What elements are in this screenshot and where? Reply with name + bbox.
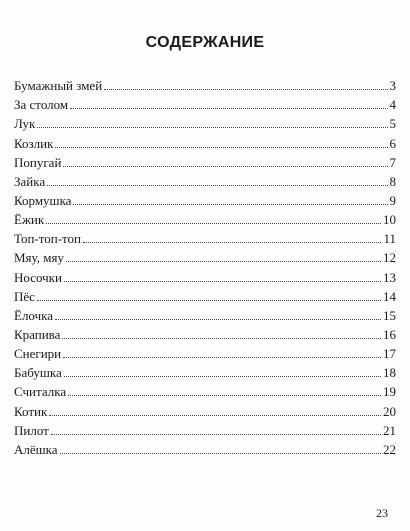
toc-entry-page: 18 [383,365,396,381]
toc-entry-title: За столом [14,97,69,113]
toc-entry-title: Попугай [14,154,62,170]
table-of-contents [14,74,396,457]
toc-entry [14,419,396,438]
toc-entry [14,246,396,265]
toc-entry [14,304,396,323]
dot-leader [51,434,381,435]
dot-leader [46,223,381,224]
toc-entry-title: Ёжик [14,212,45,228]
toc-entry-page: 12 [383,250,396,266]
dot-leader [68,395,381,396]
toc-entry-page: 9 [389,192,396,208]
toc-entry-page: 6 [389,135,396,151]
toc-entry-page: 8 [389,173,396,189]
toc-entry-page: 16 [383,326,396,342]
toc-entry-title: Кормушка [14,192,72,208]
dot-leader [63,166,387,167]
dot-leader [83,242,381,243]
dot-leader [49,415,381,416]
toc-entry-title: Считалка [14,384,67,400]
toc-entry-title: Крапива [14,326,61,342]
toc-entry-page: 20 [383,403,396,419]
dot-leader [62,338,381,339]
toc-entry [14,189,396,208]
toc-entry-title: Козлик [14,135,54,151]
page-title: СОДЕРЖАНИЕ [145,34,265,51]
toc-entry-title: Снегири [14,346,62,362]
toc-entry-page: 4 [389,97,396,113]
toc-entry-page: 19 [383,384,396,400]
toc-entry [14,112,396,131]
toc-entry-page: 22 [383,441,396,457]
toc-entry [14,93,396,112]
toc-entry [14,342,396,361]
toc-entry [14,285,396,304]
toc-entry-title: Пёс [14,288,35,304]
toc-entry-title: Котик [14,403,48,419]
page-number: 23 [376,506,388,520]
toc-entry-page: 14 [383,288,396,304]
dot-leader [63,357,381,358]
toc-entry [14,227,396,246]
toc-entry [14,151,396,170]
toc-entry-page: 17 [383,346,396,362]
dot-leader [64,281,381,282]
toc-entry [14,438,396,457]
toc-entry-page: 15 [383,307,396,323]
dot-leader [60,453,381,454]
toc-entry [14,361,396,380]
toc-entry [14,74,396,93]
toc-entry-title: Бабушка [14,365,62,381]
dot-leader [37,127,387,128]
toc-entry-page: 11 [383,231,396,247]
toc-entry-page: 13 [383,269,396,285]
dot-leader [55,147,387,148]
toc-entry [14,170,396,189]
toc-entry-page: 3 [389,78,396,94]
dot-leader [73,204,387,205]
dot-leader [47,185,387,186]
toc-entry [14,131,396,150]
toc-entry-title: Лук [14,116,36,132]
toc-entry-title: Зайка [14,173,46,189]
toc-entry-page: 21 [383,422,396,438]
toc-entry-title: Пилот [14,422,49,438]
toc-entry-title: Бумажный змей [14,78,103,94]
dot-leader [66,261,381,262]
dot-leader [37,300,381,301]
dot-leader [64,376,381,377]
toc-entry-page: 5 [389,116,396,132]
toc-entry [14,399,396,418]
toc-entry-title: Носочки [14,269,62,285]
dot-leader [55,319,381,320]
toc-entry-title: Ёлочка [14,307,54,323]
toc-entry [14,323,396,342]
dot-leader [104,89,387,90]
toc-entry [14,380,396,399]
dot-leader [70,108,387,109]
toc-entry-page: 7 [389,154,396,170]
toc-entry-title: Алёшка [14,441,58,457]
toc-entry [14,265,396,284]
toc-entry [14,208,396,227]
toc-entry-title: Мяу, мяу [14,250,64,266]
toc-entry-page: 10 [383,212,396,228]
toc-entry-title: Топ-топ-топ [14,231,82,247]
